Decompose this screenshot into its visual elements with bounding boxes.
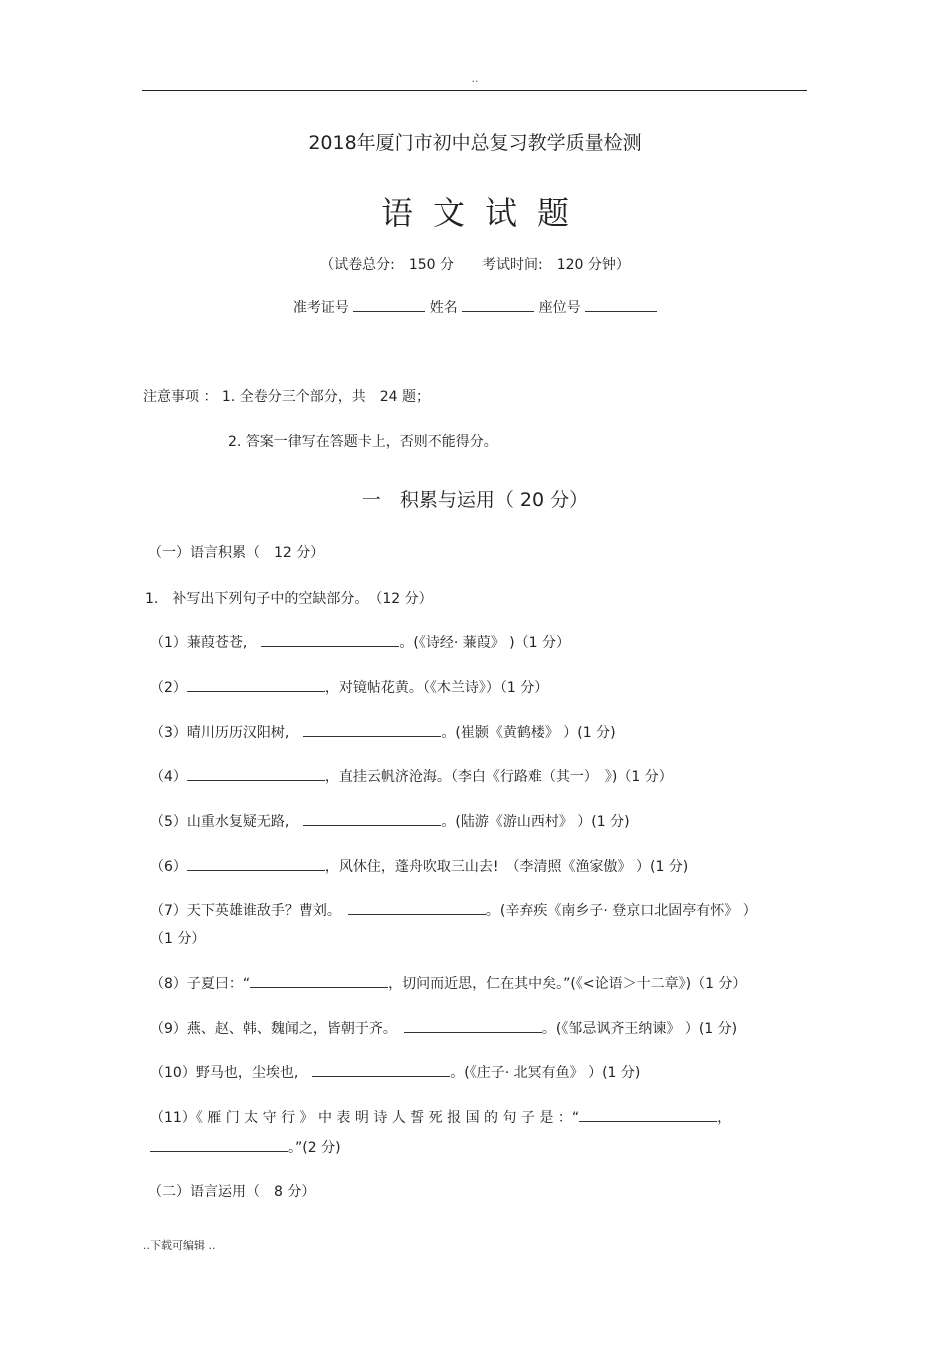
question-item: （2） ，对镜帖花黄。（《木兰诗》）（1 分） bbox=[150, 677, 548, 697]
question-item: （8）子夏曰：“ ，切问而近思，仁在其中矣。”(《<论语＞十二章》)（1 分） bbox=[150, 973, 746, 993]
subsection-title-2: （二）语言运用（ 8 分） bbox=[148, 1184, 316, 1200]
exam-title: 2018年厦门市初中总复习教学质量检测 bbox=[308, 132, 642, 154]
exam-info: （试卷总分: 150 分 考试时间: 120 分钟） bbox=[320, 257, 630, 273]
question-item: （4） ，直挂云帆济沧海。（李白《行路难（其一） 》)（1 分） bbox=[150, 766, 673, 786]
header-rule bbox=[142, 90, 807, 91]
question-stem: 1. 补写出下列句子中的空缺部分。 （12 分） bbox=[145, 591, 433, 607]
name-label: 姓名 bbox=[429, 300, 458, 316]
question-item: （7）天下英雄谁敌手？曹刘。 。(辛弃疾《南乡子· 登京口北固亭有怀》 ） bbox=[150, 900, 757, 920]
page-footer: ..下载可编辑 .. bbox=[143, 1239, 216, 1252]
question-item: （1）蒹葭苍苍, 。(《诗经· 蒹葭》 )（1 分） bbox=[150, 632, 570, 652]
answer-blank bbox=[312, 1062, 450, 1077]
exam-no-blank bbox=[353, 297, 425, 312]
subject-title: 语文试题 bbox=[380, 194, 589, 232]
subsection-title-1: （一）语言积累（ 12 分） bbox=[148, 545, 325, 561]
answer-blank bbox=[579, 1107, 717, 1122]
answer-blank bbox=[187, 677, 325, 692]
answer-blank bbox=[250, 973, 388, 988]
question-item-continuation: 。”(2 分) bbox=[150, 1137, 341, 1157]
question-item: （9）燕、赵、韩、魏闻之，皆朝于齐。 。(《邹忌讽齐王纳谏》 ）(1 分) bbox=[150, 1018, 737, 1038]
answer-blank bbox=[404, 1018, 542, 1033]
question-item: （10）野马也，尘埃也, 。(《庄子· 北冥有鱼》 ）(1 分) bbox=[150, 1062, 640, 1082]
section-title: 一 积累与运用（ 20 分） bbox=[361, 489, 589, 511]
question-item: （5）山重水复疑无路, 。(陆游《游山西村》 ）(1 分) bbox=[150, 811, 630, 831]
header-mark: .. bbox=[471, 72, 479, 85]
name-blank bbox=[462, 297, 534, 312]
answer-blank bbox=[303, 811, 441, 826]
answer-blank bbox=[303, 722, 441, 737]
notice-line-2: 2. 答案一律写在答题卡上，否则不能得分。 bbox=[228, 434, 498, 450]
seat-label: 座位号 bbox=[538, 300, 581, 316]
answer-blank bbox=[348, 900, 486, 915]
question-item: （6） ，风休住，蓬舟吹取三山去! （李清照《渔家傲》 ）(1 分) bbox=[150, 856, 688, 876]
answer-blank bbox=[187, 856, 325, 871]
answer-blank bbox=[187, 766, 325, 781]
answer-blank bbox=[261, 632, 399, 647]
question-item-continuation: （1 分） bbox=[150, 931, 206, 947]
notice-line-1: 注意事项 ： 1. 全卷分三个部分，共 24 题； bbox=[143, 389, 430, 405]
answer-blank bbox=[150, 1137, 288, 1152]
seat-blank bbox=[585, 297, 657, 312]
question-item: （3）晴川历历汉阳树, 。(崔颢《黄鹤楼》 ）(1 分) bbox=[150, 722, 616, 742]
question-item: （11）《 雁 门 太 守 行 》 中 表 明 诗 人 誓 死 报 国 的 句 子 是 ：“ ， bbox=[150, 1107, 731, 1127]
candidate-id-line bbox=[0, 297, 950, 317]
exam-no-label: 准考证号 bbox=[292, 300, 349, 316]
